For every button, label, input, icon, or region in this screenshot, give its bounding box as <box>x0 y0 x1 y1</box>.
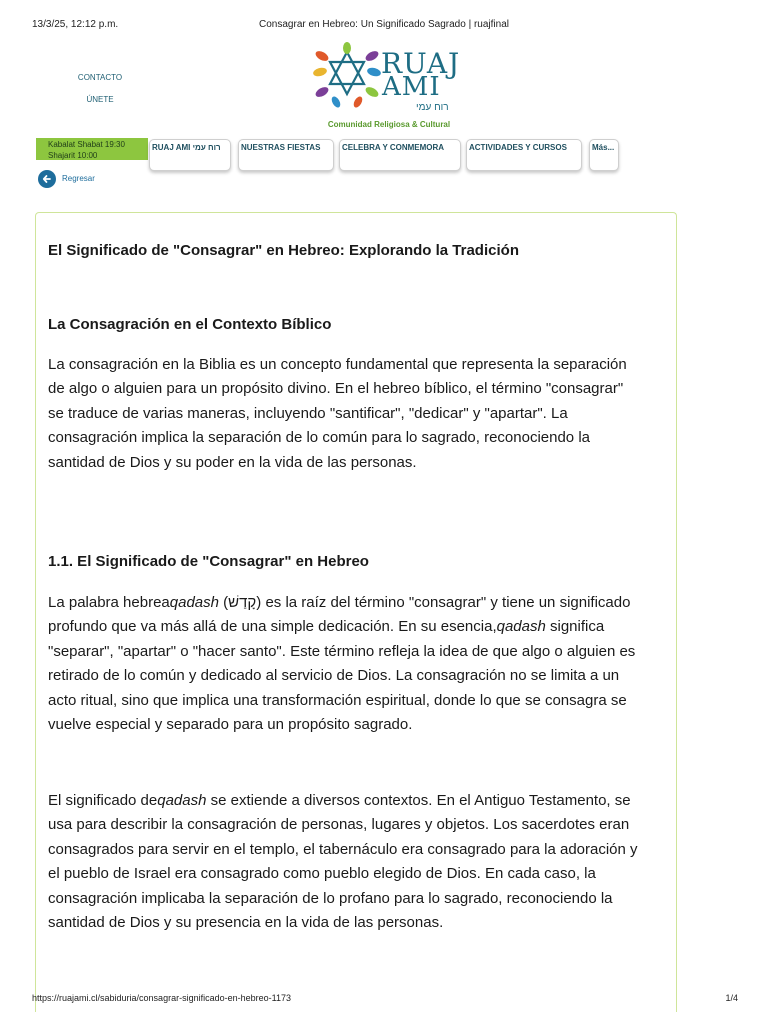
nav-item-mas[interactable]: Más... <box>589 139 619 171</box>
logo-wordmark-ruaj: RUAJ <box>381 47 461 80</box>
print-page-title: Consagrar en Hebreo: Un Significado Sagrado | ruajfinal <box>259 19 509 30</box>
paragraph: La palabra hebreaqadash (קָדַשׁ) es la raíz del término "consagrar" y tiene un significado profundo que va más allá de una simple dedicación. En su esencia,qadash significa "separar", "apartar" o "hacer santo". Este término refleja la idea de que algo o alguien es retirado de lo común y dedicado al servicio de Dios. La consagración no se limita a un acto ritual, sino que implica una transformación espiritual, donde lo que se consagra se vuelve especial y separado para un propósito sagrado. <box>48 594 636 734</box>
service-schedule <box>36 138 148 160</box>
subsection-heading: 1.1. El Significado de "Consagrar" en Hebreo <box>48 553 369 570</box>
article-title: El Significado de "Consagrar" en Hebreo: Explorando la Tradición <box>48 242 519 259</box>
section-heading: La Consagración en el Contexto Bíblico <box>48 316 332 333</box>
nav-item-actividades-y-cursos[interactable]: ACTIVIDADES Y CURSOS <box>466 139 582 171</box>
back-label: Regresar <box>62 174 95 183</box>
article-card <box>35 212 677 1012</box>
nav-item-celebra-y-conmemora[interactable]: CELEBRA Y CONMEMORA <box>339 139 461 171</box>
star-of-david-leaves-icon <box>312 42 382 114</box>
site-logo[interactable] <box>312 42 464 134</box>
print-url: https://ruajami.cl/sabiduria/consagrar-significado-en-hebreo-1173 <box>32 993 291 1003</box>
contacto-link[interactable]: CONTACTO <box>77 73 123 82</box>
print-header <box>0 19 768 33</box>
nav-item-ruaj-ami[interactable]: RUAJ AMI רוח עמי <box>149 139 231 171</box>
paragraph: El significado deqadash se extiende a diversos contextos. En el Antiguo Testamento, se usa para describir la consagración de personas, lugares y objetos. Los sacerdotes eran consagrados para servir en el templo, el tabernáculo era consagrado para la adoración y el pueblo de Israel era consagrado como pueblo elegido de Dios. En cada caso, la consagración implicaba la separación de lo profano para lo sagrado, reconociendo la santidad de Dios y su presencia en la vida de las personas. <box>48 792 638 932</box>
print-footer <box>0 993 768 1007</box>
nav-item-nuestras-fiestas[interactable]: NUESTRAS FIESTAS <box>238 139 334 171</box>
unete-link[interactable]: ÚNETE <box>86 95 114 104</box>
logo-tagline: Comunidad Religiosa & Cultural <box>327 120 451 129</box>
schedule-line-1: Kabalat Shabat 19:30 <box>48 140 125 149</box>
logo-hebrew: רוח עמי <box>416 102 449 113</box>
print-page-number: 1/4 <box>725 993 738 1003</box>
print-datetime: 13/3/25, 12:12 p.m. <box>32 19 119 30</box>
logo-wordmark-ami: AMI <box>382 72 441 102</box>
top-links <box>60 72 140 116</box>
arrow-left-circle-icon <box>38 170 56 188</box>
schedule-line-2: Shajarit 10:00 <box>48 151 98 160</box>
paragraph: La consagración en la Biblia es un concepto fundamental que representa la separación de algo o alguien para un propósito divino. En el hebreo bíblico, el término "consagrar" se traduce de varias maneras, incluyendo "santificar", "dedicar" y "apartar". La consagración implica la separación de lo común para lo sagrado, reconociendo la santidad de Dios y su poder en la vida de las personas. <box>48 356 627 471</box>
